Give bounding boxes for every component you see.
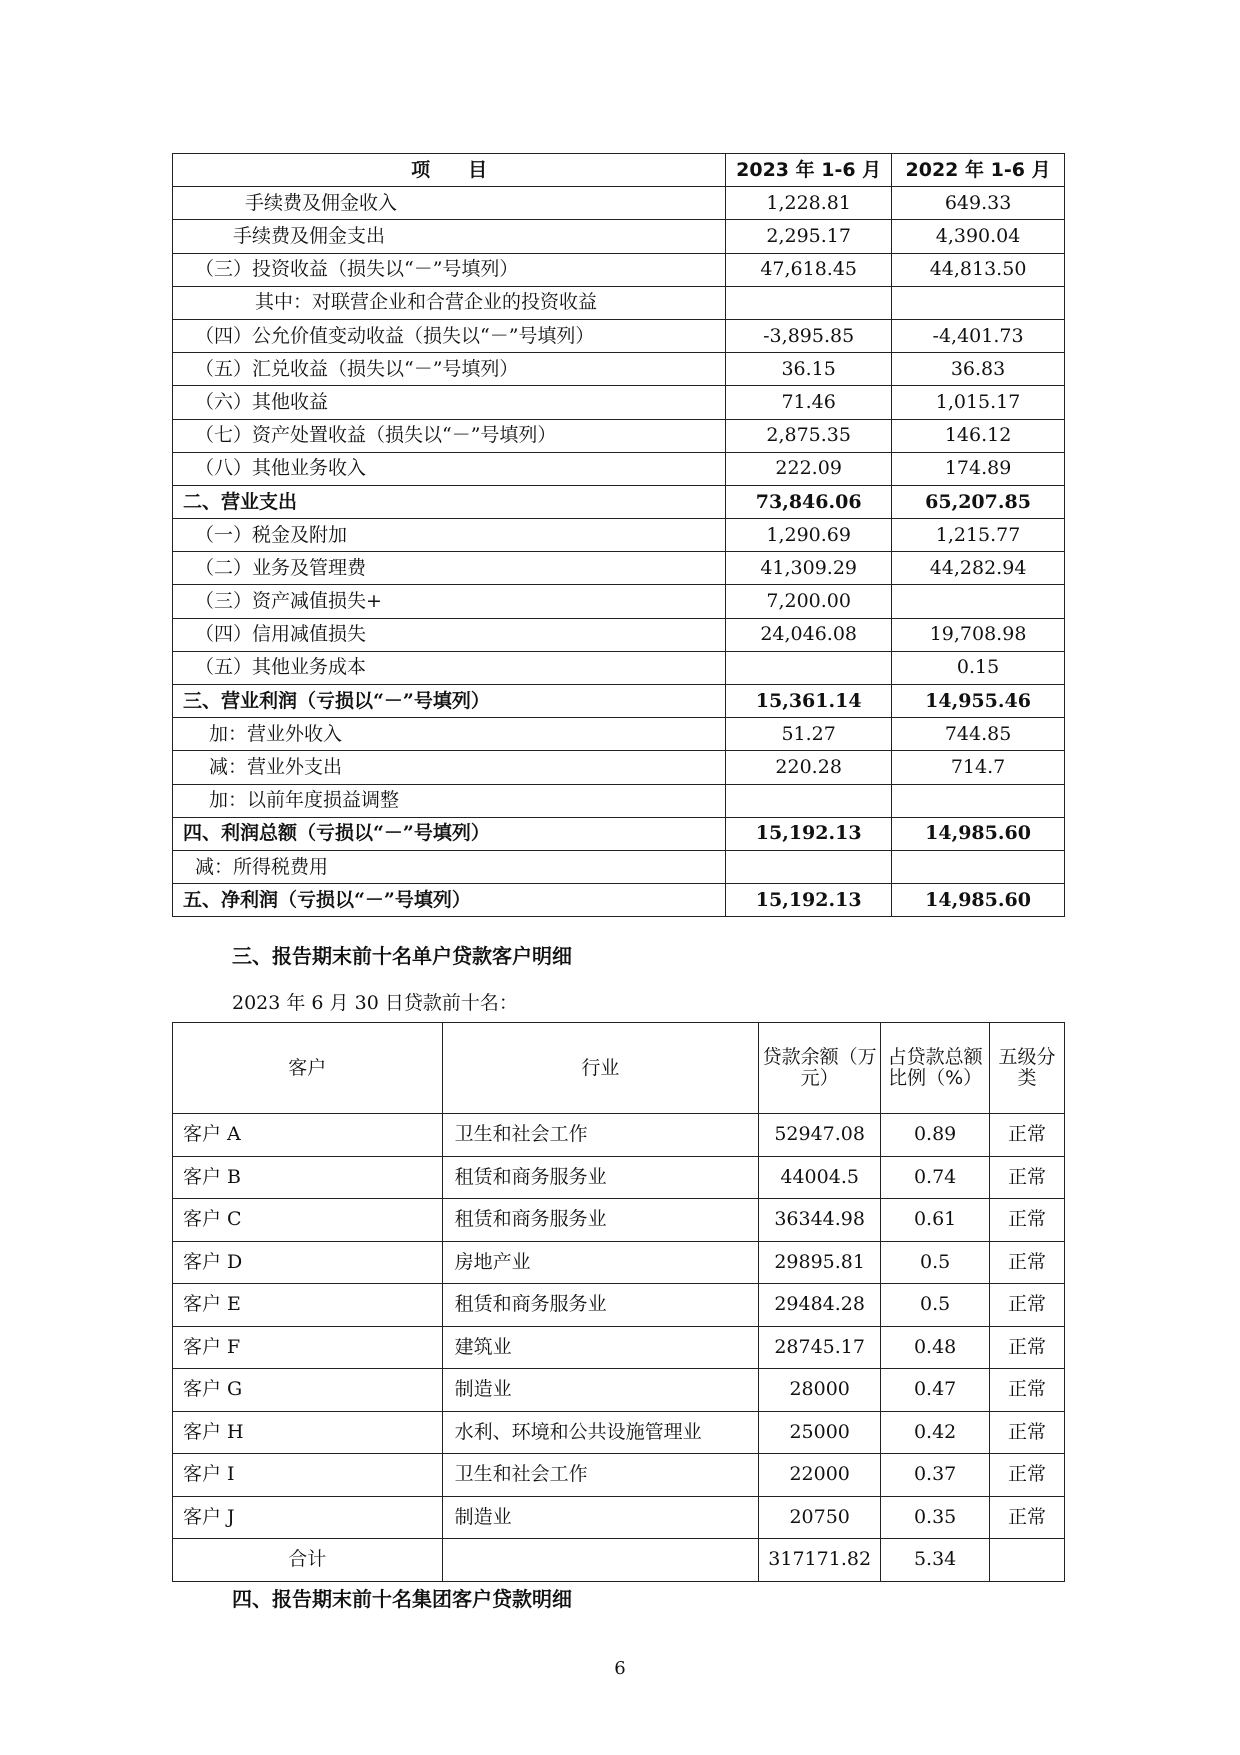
header-2022: 2022 年 1-6 月 (892, 154, 1065, 187)
row-label: （四）公允价值变动收益（损失以“－”号填列） (173, 319, 726, 352)
value-2023 (726, 784, 892, 817)
value-2023: -3,895.85 (726, 319, 892, 352)
value-2022: 0.15 (892, 651, 1065, 684)
ratio-cell: 0.5 (881, 1241, 990, 1284)
row-label: （三）资产减值损失+ (173, 585, 726, 618)
income-row (173, 850, 1065, 883)
value-2023: 1,228.81 (726, 187, 892, 220)
income-row (173, 552, 1065, 585)
value-2023: 222.09 (726, 452, 892, 485)
row-label: 二、营业支出 (173, 485, 726, 518)
row-label: 加：以前年度损益调整 (173, 784, 726, 817)
value-2023 (726, 286, 892, 319)
value-2022: 14,985.60 (892, 884, 1065, 917)
industry-cell: 租赁和商务服务业 (442, 1199, 759, 1242)
ratio-cell: 0.74 (881, 1156, 990, 1199)
header-industry: 行业 (442, 1023, 759, 1114)
balance-cell: 29484.28 (759, 1284, 881, 1327)
balance-cell: 29895.81 (759, 1241, 881, 1284)
value-2022: 44,282.94 (892, 552, 1065, 585)
row-label: 减：所得税费用 (173, 850, 726, 883)
customer-cell: 客户 D (173, 1241, 443, 1284)
customer-cell: 客户 E (173, 1284, 443, 1327)
loan-row (173, 1199, 1065, 1242)
value-2022: 14,985.60 (892, 817, 1065, 850)
value-2023: 15,192.13 (726, 884, 892, 917)
value-2022 (892, 850, 1065, 883)
value-2022: 649.33 (892, 187, 1065, 220)
class-cell: 正常 (990, 1241, 1065, 1284)
value-2023 (726, 850, 892, 883)
value-2023 (726, 651, 892, 684)
balance-cell: 28745.17 (759, 1326, 881, 1369)
customer-cell: 客户 C (173, 1199, 443, 1242)
income-row (173, 253, 1065, 286)
ratio-cell: 0.35 (881, 1496, 990, 1539)
industry-cell: 卫生和社会工作 (442, 1454, 759, 1497)
value-2022: 4,390.04 (892, 220, 1065, 253)
loan-row (173, 1411, 1065, 1454)
row-label: 其中：对联营企业和合营企业的投资收益 (173, 286, 726, 319)
value-2023: 2,875.35 (726, 419, 892, 452)
income-row (173, 784, 1065, 817)
customer-cell: 客户 G (173, 1369, 443, 1412)
row-label: （五）汇兑收益（损失以“－”号填列） (173, 353, 726, 386)
value-2022: 19,708.98 (892, 618, 1065, 651)
row-label: （三）投资收益（损失以“－”号填列） (173, 253, 726, 286)
income-row (173, 353, 1065, 386)
row-label: 手续费及佣金支出 (173, 220, 726, 253)
class-cell: 正常 (990, 1496, 1065, 1539)
industry-cell: 租赁和商务服务业 (442, 1156, 759, 1199)
industry-cell: 制造业 (442, 1496, 759, 1539)
row-label: 四、利润总额（亏损以“－”号填列） (173, 817, 726, 850)
value-2022: 36.83 (892, 353, 1065, 386)
industry-cell: 制造业 (442, 1369, 759, 1412)
value-2022: 44,813.50 (892, 253, 1065, 286)
value-2023: 220.28 (726, 751, 892, 784)
class-cell: 正常 (990, 1326, 1065, 1369)
value-2023: 41,309.29 (726, 552, 892, 585)
ratio-cell: 0.5 (881, 1284, 990, 1327)
total-balance: 317171.82 (759, 1539, 881, 1582)
value-2022: 714.7 (892, 751, 1065, 784)
value-2022 (892, 784, 1065, 817)
ratio-cell: 0.61 (881, 1199, 990, 1242)
header-ratio: 占贷款总额比例（%） (881, 1023, 990, 1114)
row-label: 加：营业外收入 (173, 718, 726, 751)
income-statement-table (172, 153, 1065, 917)
income-row (173, 718, 1065, 751)
class-cell: 正常 (990, 1454, 1065, 1497)
class-cell: 正常 (990, 1369, 1065, 1412)
row-label: 五、净利润（亏损以“－”号填列） (173, 884, 726, 917)
income-row (173, 751, 1065, 784)
customer-cell: 客户 J (173, 1496, 443, 1539)
value-2023: 47,618.45 (726, 253, 892, 286)
income-row-total (173, 685, 1065, 718)
loan-row (173, 1284, 1065, 1327)
balance-cell: 44004.5 (759, 1156, 881, 1199)
value-2023: 2,295.17 (726, 220, 892, 253)
income-row (173, 419, 1065, 452)
section-3-heading: 三、报告期末前十名单户贷款客户明细 (232, 944, 572, 968)
balance-cell: 25000 (759, 1411, 881, 1454)
income-row (173, 220, 1065, 253)
class-cell: 正常 (990, 1199, 1065, 1242)
income-row (173, 319, 1065, 352)
balance-cell: 52947.08 (759, 1114, 881, 1157)
balance-cell: 28000 (759, 1369, 881, 1412)
value-2023: 24,046.08 (726, 618, 892, 651)
top-ten-loans-table (172, 1022, 1065, 1582)
value-2023: 71.46 (726, 386, 892, 419)
row-label: （四）信用减值损失 (173, 618, 726, 651)
loan-row (173, 1114, 1065, 1157)
loan-row (173, 1454, 1065, 1497)
row-label: （六）其他收益 (173, 386, 726, 419)
income-row (173, 187, 1065, 220)
row-label: 减：营业外支出 (173, 751, 726, 784)
industry-cell: 房地产业 (442, 1241, 759, 1284)
value-2023: 1,290.69 (726, 519, 892, 552)
header-balance: 贷款余额（万元） (759, 1023, 881, 1114)
value-2022: 1,215.77 (892, 519, 1065, 552)
total-ratio: 5.34 (881, 1539, 990, 1582)
loan-row (173, 1369, 1065, 1412)
income-row (173, 651, 1065, 684)
balance-cell: 36344.98 (759, 1199, 881, 1242)
value-2023: 36.15 (726, 353, 892, 386)
ratio-cell: 0.42 (881, 1411, 990, 1454)
customer-cell: 客户 I (173, 1454, 443, 1497)
class-cell: 正常 (990, 1156, 1065, 1199)
customer-cell: 客户 F (173, 1326, 443, 1369)
value-2023: 15,361.14 (726, 685, 892, 718)
income-row (173, 585, 1065, 618)
header-class: 五级分类 (990, 1023, 1065, 1114)
header-item: 项 目 (173, 154, 726, 187)
total-label: 合计 (173, 1539, 443, 1582)
value-2023: 51.27 (726, 718, 892, 751)
income-row (173, 386, 1065, 419)
loans-caption: 2023 年 6 月 30 日贷款前十名： (232, 992, 518, 1014)
value-2022: 146.12 (892, 419, 1065, 452)
value-2022: 65,207.85 (892, 485, 1065, 518)
row-label: （一）税金及附加 (173, 519, 726, 552)
value-2022: 1,015.17 (892, 386, 1065, 419)
total-industry (442, 1539, 759, 1582)
value-2023: 73,846.06 (726, 485, 892, 518)
industry-cell: 建筑业 (442, 1326, 759, 1369)
total-class (990, 1539, 1065, 1582)
value-2023: 7,200.00 (726, 585, 892, 618)
balance-cell: 20750 (759, 1496, 881, 1539)
loan-row (173, 1496, 1065, 1539)
page-number: 6 (614, 1658, 626, 1679)
income-row (173, 286, 1065, 319)
row-label: （八）其他业务收入 (173, 452, 726, 485)
customer-cell: 客户 B (173, 1156, 443, 1199)
ratio-cell: 0.37 (881, 1454, 990, 1497)
industry-cell: 卫生和社会工作 (442, 1114, 759, 1157)
industry-cell: 水利、环境和公共设施管理业 (442, 1411, 759, 1454)
loan-row (173, 1156, 1065, 1199)
income-row-total (173, 817, 1065, 850)
row-label: （五）其他业务成本 (173, 651, 726, 684)
ratio-cell: 0.48 (881, 1326, 990, 1369)
income-row (173, 452, 1065, 485)
value-2023: 15,192.13 (726, 817, 892, 850)
header-customer: 客户 (173, 1023, 443, 1114)
row-label: （七）资产处置收益（损失以“－”号填列） (173, 419, 726, 452)
loans-header-row (173, 1023, 1065, 1114)
income-row (173, 618, 1065, 651)
loan-row (173, 1241, 1065, 1284)
income-row-total (173, 884, 1065, 917)
value-2022: 744.85 (892, 718, 1065, 751)
value-2022 (892, 585, 1065, 618)
value-2022: 174.89 (892, 452, 1065, 485)
income-row (173, 519, 1065, 552)
industry-cell: 租赁和商务服务业 (442, 1284, 759, 1327)
row-label: 三、营业利润（亏损以“－”号填列） (173, 685, 726, 718)
row-label: 手续费及佣金收入 (173, 187, 726, 220)
value-2022: -4,401.73 (892, 319, 1065, 352)
value-2022: 14,955.46 (892, 685, 1065, 718)
balance-cell: 22000 (759, 1454, 881, 1497)
income-header-row (173, 154, 1065, 187)
class-cell: 正常 (990, 1411, 1065, 1454)
class-cell: 正常 (990, 1114, 1065, 1157)
class-cell: 正常 (990, 1284, 1065, 1327)
customer-cell: 客户 H (173, 1411, 443, 1454)
section-4-heading: 四、报告期末前十名集团客户贷款明细 (232, 1587, 572, 1611)
header-2023: 2023 年 1-6 月 (726, 154, 892, 187)
ratio-cell: 0.89 (881, 1114, 990, 1157)
loan-total-row (173, 1539, 1065, 1582)
value-2022 (892, 286, 1065, 319)
loan-row (173, 1326, 1065, 1369)
ratio-cell: 0.47 (881, 1369, 990, 1412)
customer-cell: 客户 A (173, 1114, 443, 1157)
income-row-total (173, 485, 1065, 518)
row-label: （二）业务及管理费 (173, 552, 726, 585)
